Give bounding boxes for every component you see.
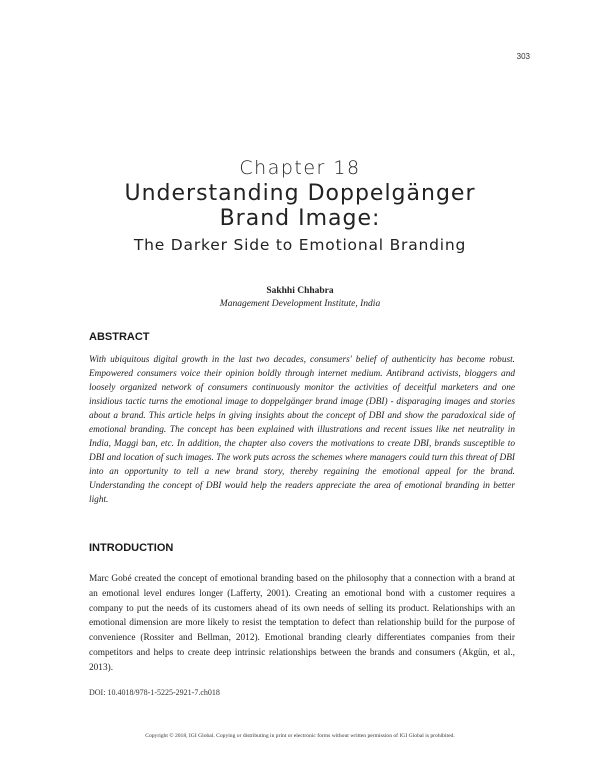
chapter-label: Chapter 18	[239, 157, 361, 179]
doi-line: DOI: 10.4018/978-1-5225-2921-7.ch018	[89, 688, 220, 697]
copyright-footer: Copyright © 2018, IGI Global. Copying or distributing in print or electronic forms without written permission of IGI Global is prohibited.	[145, 733, 455, 739]
author-name: Sakhhi Chhabra	[266, 286, 334, 296]
chapter-subtitle: The Darker Side to Emotional Branding	[133, 236, 467, 254]
page-number: 303	[516, 52, 530, 61]
abstract-text: With ubiquitous digital growth in the last two decades, consumers' belief of authenticity has become robust. Empowered consumers voice their opinion boldly through internet medium. Antibrand activists, bloggers and loosely organized network of consumers continuously monitor the activities of deceitful marketers and one insidious tactic turns the emotional image to doppelgänger brand image (DBI) - disparaging images and stories about a brand. This article helps in giving insights about the concept of DBI and show the paradoxical side of emotional branding. The concept has been explained with illustrations and recent issues like net neutrality in India, Maggi ban, etc. In addition, the chapter also covers the motivations to create DBI, brands susceptible to DBI and location of such images. The work puts across the schemes where managers could turn this threat of DBI into an opportunity to tell a new brand story, thereby regaining the emotional appeal for the brand. Understanding the concept of DBI would help the readers appreciate the area of emotional branding in better light.	[89, 355, 515, 505]
chapter-title-line-1: Understanding Doppelgänger	[124, 181, 476, 206]
abstract-heading: ABSTRACT	[89, 331, 150, 343]
introduction-text: Marc Gobé created the concept of emotional branding based on the philosophy that a connection with a brand at an emotional level endures longer (Lafferty, 2001). Creating an emotional bond with a customer requires a company to put the needs of its customers ahead of its own needs of selling its product. Relationships with an emotional dimension are more likely to resist the temptation to defect than relationship build for the purpose of convenience (Rossiter and Bellman, 2012). Emotional branding clearly differentiates companies from their competitors and helps to create deep intrinsic relationships between the brands and consumers (Akgün, et al., 2013).	[89, 574, 515, 673]
chapter-title-line-2: Brand Image:	[219, 206, 381, 231]
introduction-heading: INTRODUCTION	[89, 542, 174, 554]
author-affiliation: Management Development Institute, India	[219, 299, 381, 309]
